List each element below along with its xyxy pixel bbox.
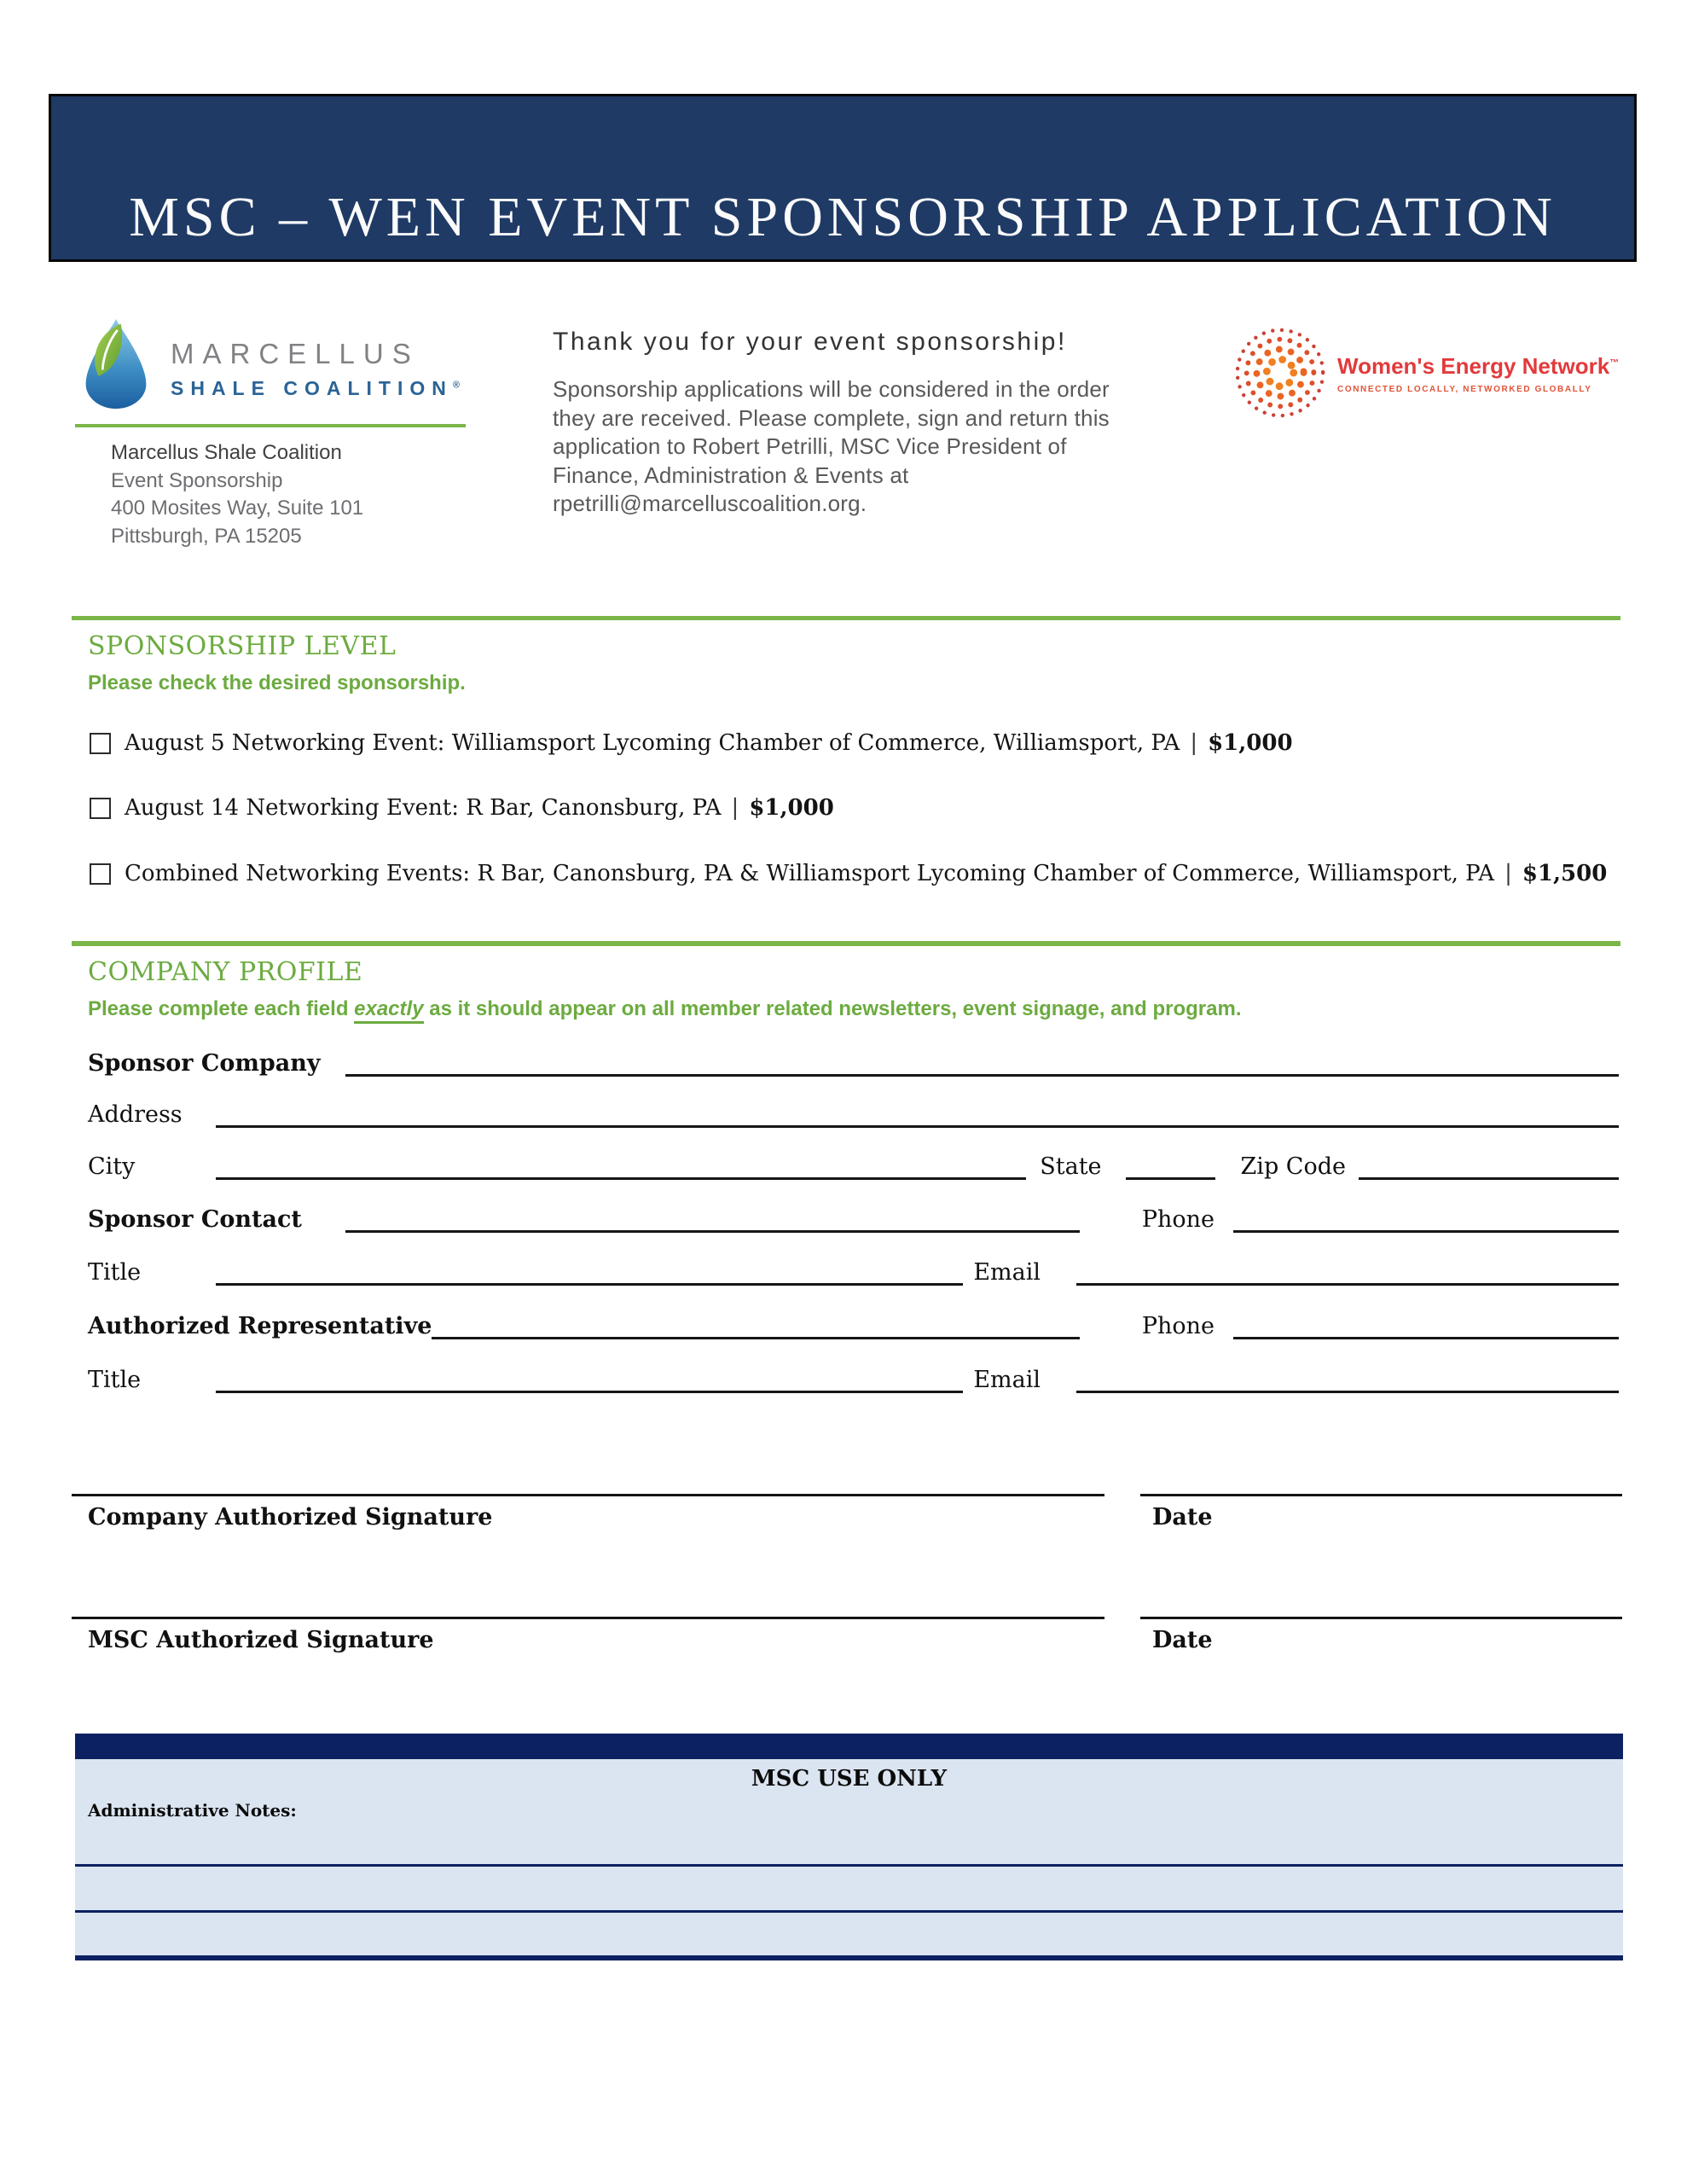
msc-logo-underline [75,424,466,427]
company-signature-row [72,1494,1622,1531]
title-label: Title [88,1259,142,1286]
msc-signature-line[interactable] [72,1617,1104,1653]
email-label: Email [973,1259,1041,1286]
option-label: August 14 Networking Event: R Bar, Canonsburg, PA [125,795,722,821]
authorized-representative-input-line[interactable] [432,1337,1079,1339]
option-separator: | [731,795,739,821]
option-label: Combined Networking Events: R Bar, Canonsburg, PA & Williamsport Lycoming Chamber of Commerce, Williamsport, PA [125,861,1495,886]
company-profile-section [88,957,1620,1021]
option-label: August 5 Networking Event: Williamsport Lycoming Chamber of Commerce, Williamsport, PA [125,730,1180,756]
wen-wordmark [1337,322,1619,427]
zip-code-label: Zip Code [1240,1153,1346,1180]
msc-signature-date-line[interactable] [1140,1617,1622,1653]
authorized-representative-email-input-line[interactable] [1076,1391,1619,1393]
section-divider [72,941,1620,946]
authorized-representative-title-row [88,1362,1619,1393]
company-profile-subheading: Please complete each field exactly as it should appear on all member related newsletters, event signage, and program. [88,997,1620,1021]
msc-logo [75,317,466,414]
msc-logo-block [75,317,466,551]
wen-logo-block [1230,322,1619,427]
msc-address-line: 400 Mosites Way, Suite 101 [111,497,364,520]
water-drop-leaf-icon [75,317,157,414]
email-label: Email [973,1367,1041,1393]
sponsorship-level-section [88,631,1620,695]
date-label: Date [1152,1504,1213,1531]
authorized-representative-title-input-line[interactable] [216,1391,963,1393]
sponsorship-option-august5 [90,730,1620,756]
msc-address-line: Marcellus Shale Coalition [111,441,342,464]
table-bottom-rule [75,1955,1623,1960]
authorized-representative-row [88,1308,1619,1339]
wen-title: Women's Energy Network™ [1337,353,1620,379]
administrative-notes-label: Administrative Notes: [88,1800,297,1821]
admin-notes-row-2[interactable] [75,1867,1623,1913]
msc-address-line: Pittsburgh, PA 15205 [111,524,302,548]
august5-checkbox[interactable] [90,733,111,754]
city-state-zip-row [88,1148,1619,1180]
trademark-mark: ™ [1609,357,1620,369]
msc-signature-label: MSC Authorized Signature [88,1627,434,1653]
msc-address-line: Event Sponsorship [111,468,283,492]
phone-label: Phone [1141,1206,1215,1233]
registered-mark: ® [452,380,460,391]
intro-block [553,328,1111,519]
sponsor-company-label: Sponsor Company [88,1050,321,1077]
sponsorship-option-combined [90,861,1620,886]
city-label: City [88,1153,136,1180]
authorized-representative-phone-input-line[interactable] [1233,1337,1619,1339]
sponsorship-level-subheading: Please check the desired sponsorship. [88,671,466,694]
page-title: MSC – WEN EVENT SPONSORSHIP APPLICATION [129,186,1557,248]
title-label: Title [88,1367,142,1393]
city-input-line[interactable] [216,1177,1026,1180]
wen-tagline: CONNECTED LOCALLY, NETWORKED GLOBALLY [1337,385,1592,394]
company-profile-heading: COMPANY PROFILE [88,957,363,987]
august14-checkbox[interactable] [90,798,111,819]
sponsor-contact-row [88,1201,1619,1233]
authorized-representative-label: Authorized Representative [88,1313,432,1339]
title-banner [49,94,1637,262]
option-separator: | [1190,730,1198,756]
company-signature-label: Company Authorized Signature [88,1504,493,1531]
sponsor-contact-phone-input-line[interactable] [1233,1230,1619,1233]
msc-logo-bottom-text: SHALE COALITION® [171,377,460,399]
address-row [88,1096,1619,1128]
option-price: $1,000 [1208,730,1293,756]
section-divider [72,616,1620,620]
company-signature-line[interactable] [72,1494,1104,1531]
msc-use-only-heading: MSC USE ONLY [751,1766,948,1792]
company-signature-date-line[interactable] [1140,1494,1622,1531]
sponsor-contact-input-line[interactable] [345,1230,1080,1233]
msc-use-only-header-bar [75,1734,1623,1759]
date-label: Date [1152,1627,1213,1653]
address-label: Address [88,1101,183,1128]
sponsor-company-row [88,1045,1619,1077]
option-price: $1,000 [749,795,834,821]
msc-logo-top-text: MARCELLUS [171,338,420,369]
sponsor-contact-title-row [88,1254,1619,1286]
combined-checkbox[interactable] [90,863,111,885]
admin-notes-row[interactable] [75,1759,1623,1867]
address-input-line[interactable] [216,1125,1619,1128]
state-input-line[interactable] [1126,1177,1215,1180]
admin-notes-row-3[interactable] [75,1913,1623,1955]
intro-heading: Thank you for your event sponsorship! [553,328,1067,356]
option-price: $1,500 [1522,861,1608,886]
zip-code-input-line[interactable] [1359,1177,1619,1180]
msc-signature-row [72,1617,1622,1653]
msc-use-only-table [75,1734,1623,1960]
sponsor-company-input-line[interactable] [345,1074,1619,1077]
sponsorship-option-august14 [90,795,1620,821]
msc-logo-wordmark [171,317,460,414]
sponsorship-level-heading: SPONSORSHIP LEVEL [88,631,397,661]
intro-body: Sponsorship applications will be considered in the order they are received. Please complete, sign and return this application to Robert Petrilli, MSC Vice President of Finance, Administration & Events at rpetrilli@marcelluscoalition.org. [553,376,1110,517]
emphasis-exactly: exactly [354,997,423,1024]
sponsor-contact-email-input-line[interactable] [1076,1283,1619,1286]
option-separator: | [1504,861,1512,886]
sponsor-contact-title-input-line[interactable] [216,1283,963,1286]
state-label: State [1040,1153,1102,1180]
msc-address-block [111,439,466,551]
sunburst-dots-icon [1230,322,1330,427]
sponsor-contact-label: Sponsor Contact [88,1206,302,1233]
phone-label: Phone [1141,1313,1215,1339]
